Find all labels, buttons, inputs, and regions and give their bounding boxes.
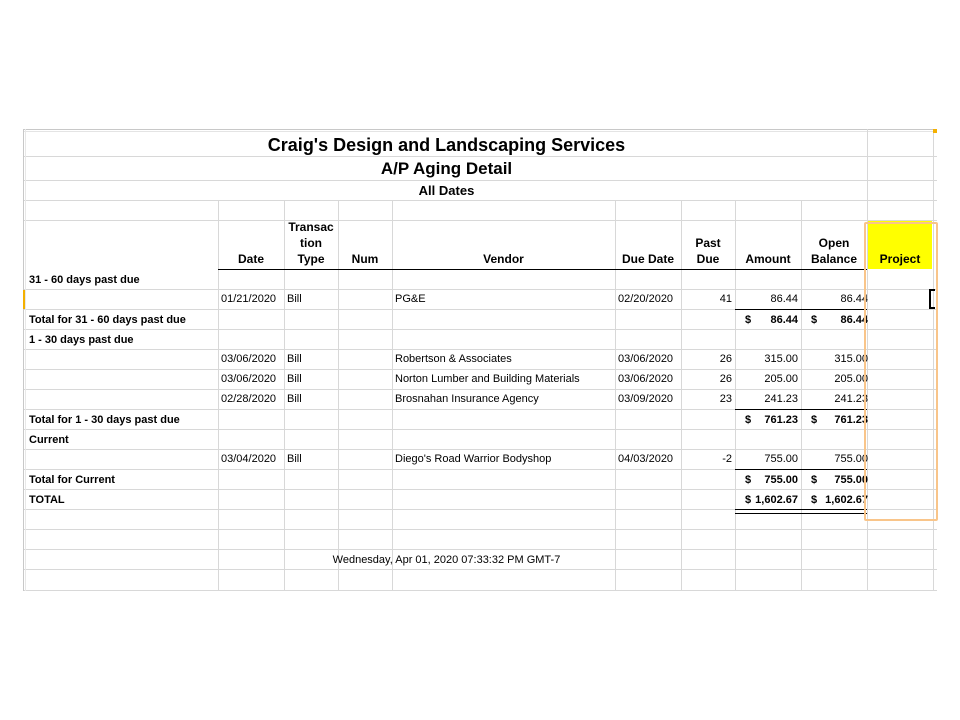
cell-open-balance[interactable]: 205.00	[834, 373, 868, 385]
col-header-type-line2[interactable]: tion	[300, 236, 322, 250]
gridline	[23, 349, 937, 350]
cell-open-balance[interactable]: 315.00	[834, 353, 868, 365]
group-total-label: Total for 1 - 30 days past due	[29, 414, 180, 426]
gridline	[23, 429, 937, 430]
grand-total-label: TOTAL	[29, 494, 65, 506]
cell-date[interactable]: 03/06/2020	[221, 373, 277, 385]
group-total-label: Total for Current	[29, 474, 115, 486]
cell-type[interactable]: Bill	[287, 373, 302, 385]
grand-total-amount[interactable]: 1,602.67	[755, 494, 798, 506]
cell-due-date[interactable]: 03/06/2020	[618, 353, 674, 365]
group-total-label: Total for 31 - 60 days past due	[29, 314, 186, 326]
cell-type[interactable]: Bill	[287, 293, 302, 305]
cell-vendor[interactable]: Brosnahan Insurance Agency	[395, 393, 539, 405]
col-header-open-balance-line2[interactable]: Balance	[810, 252, 858, 266]
gridline	[23, 449, 937, 450]
currency-symbol: $	[745, 314, 752, 326]
report-title: A/P Aging Detail	[380, 159, 513, 178]
col-header-num[interactable]: Num	[351, 252, 379, 266]
col-header-amount[interactable]: Amount	[745, 252, 791, 266]
cell-date[interactable]: 03/04/2020	[221, 453, 277, 465]
cell-amount[interactable]: 241.23	[764, 393, 798, 405]
report-subtitle: All Dates	[418, 183, 475, 198]
col-header-type-line3[interactable]: Type	[297, 252, 325, 266]
gridline	[23, 200, 937, 201]
cell-past-due[interactable]: 41	[719, 293, 732, 305]
cell-due-date[interactable]: 03/06/2020	[618, 373, 674, 385]
gridline	[23, 129, 937, 130]
cell-amount[interactable]: 315.00	[764, 353, 798, 365]
gridline	[23, 131, 937, 132]
currency-symbol: $	[811, 494, 818, 506]
cell-date[interactable]: 01/21/2020	[221, 293, 277, 305]
cell-due-date[interactable]: 04/03/2020	[618, 453, 674, 465]
cell-type[interactable]: Bill	[287, 393, 302, 405]
gridline	[25, 129, 26, 591]
grand-total-balance[interactable]: 1,602.67	[825, 494, 868, 506]
cell-amount[interactable]: 86.44	[770, 293, 798, 305]
currency-symbol: $	[811, 314, 818, 326]
cell-past-due[interactable]: -2	[722, 453, 732, 465]
cell-open-balance[interactable]: 241.23	[834, 393, 868, 405]
group-total-amount[interactable]: 86.44	[770, 314, 798, 326]
gridline	[23, 129, 24, 591]
group-total-balance[interactable]: 755.00	[834, 474, 868, 486]
cell-past-due[interactable]: 23	[719, 393, 732, 405]
cell-due-date[interactable]: 03/09/2020	[618, 393, 674, 405]
currency-symbol: $	[745, 474, 752, 486]
cell-vendor[interactable]: Robertson & Associates	[395, 353, 512, 365]
cell-date[interactable]: 03/06/2020	[221, 353, 277, 365]
gridline	[23, 529, 937, 530]
group-label: 31 - 60 days past due	[29, 274, 140, 286]
spreadsheet-grid[interactable]	[23, 129, 937, 591]
col-header-past-due-line2[interactable]: Due	[696, 252, 720, 266]
gridline	[23, 180, 937, 181]
subtotal-rule	[735, 469, 867, 470]
gridline	[23, 590, 937, 591]
gridline	[23, 369, 937, 370]
col-header-type-line1[interactable]: Transac	[288, 220, 334, 234]
gridline	[23, 329, 937, 330]
corner-tab	[933, 129, 937, 133]
cell-amount[interactable]: 755.00	[764, 453, 798, 465]
group-label: Current	[29, 434, 69, 446]
currency-symbol: $	[811, 414, 818, 426]
gridline	[23, 549, 937, 550]
group-label: 1 - 30 days past due	[29, 334, 134, 346]
group-total-amount[interactable]: 761.23	[764, 414, 798, 426]
active-cell-cursor	[929, 289, 935, 309]
col-header-open-balance-line1[interactable]: Open	[818, 236, 850, 250]
report-timestamp: Wednesday, Apr 01, 2020 07:33:32 PM GMT-7	[332, 554, 561, 566]
cell-amount[interactable]: 205.00	[764, 373, 798, 385]
currency-symbol: $	[745, 494, 752, 506]
cell-type[interactable]: Bill	[287, 453, 302, 465]
cell-past-due[interactable]: 26	[719, 373, 732, 385]
cell-type[interactable]: Bill	[287, 353, 302, 365]
col-header-project[interactable]: Project	[879, 252, 921, 266]
header-underline	[218, 269, 867, 270]
project-column-selection[interactable]	[864, 222, 938, 521]
cell-open-balance[interactable]: 86.44	[840, 293, 868, 305]
subtotal-rule	[735, 309, 867, 310]
group-total-balance[interactable]: 86.44	[840, 314, 868, 326]
group-total-amount[interactable]: 755.00	[764, 474, 798, 486]
currency-symbol: $	[745, 414, 752, 426]
gridline	[23, 289, 937, 290]
gridline	[23, 489, 937, 490]
gridline	[23, 220, 937, 221]
gridline	[23, 156, 937, 157]
cell-past-due[interactable]: 26	[719, 353, 732, 365]
cell-date[interactable]: 02/28/2020	[221, 393, 277, 405]
active-row-marker	[23, 290, 25, 309]
col-header-vendor[interactable]: Vendor	[483, 252, 524, 266]
company-name: Craig's Design and Landscaping Services	[267, 135, 626, 155]
cell-vendor[interactable]: PG&E	[395, 293, 426, 305]
cell-due-date[interactable]: 02/20/2020	[618, 293, 674, 305]
cell-vendor[interactable]: Norton Lumber and Building Materials	[395, 373, 580, 385]
col-header-past-due-line1[interactable]: Past	[695, 236, 721, 250]
currency-symbol: $	[811, 474, 818, 486]
grand-total-double-rule	[735, 509, 867, 514]
col-header-due-date[interactable]: Due Date	[621, 252, 674, 266]
cell-vendor[interactable]: Diego's Road Warrior Bodyshop	[395, 453, 552, 465]
cell-open-balance[interactable]: 755.00	[834, 453, 868, 465]
col-header-date[interactable]: Date	[237, 252, 264, 266]
gridline	[23, 389, 937, 390]
gridline	[23, 569, 937, 570]
group-total-balance[interactable]: 761.23	[834, 414, 868, 426]
subtotal-rule	[735, 409, 867, 410]
